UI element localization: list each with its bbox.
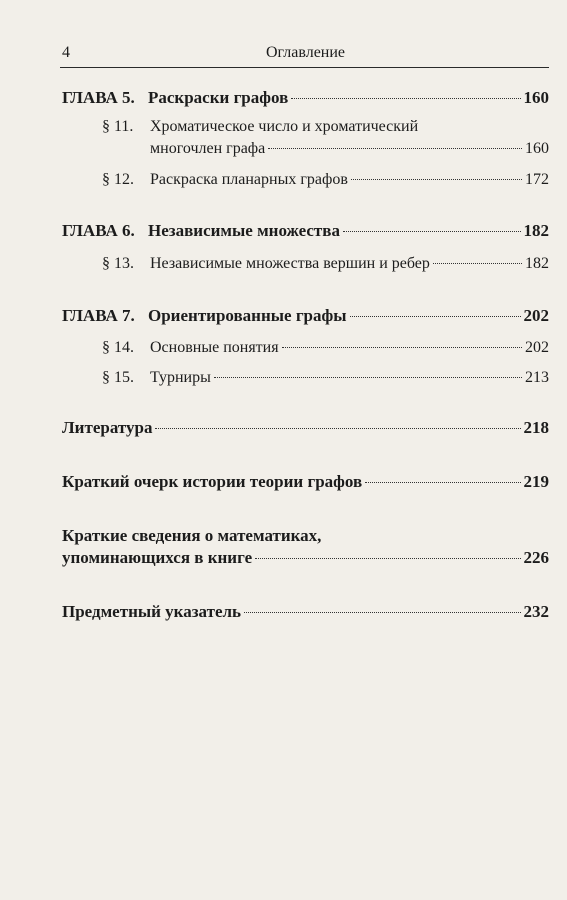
chapter-number: ГЛАВА 5.: [62, 88, 135, 107]
page-ref: 219: [523, 472, 549, 491]
section-title: Независимые множества вершин и ребер: [150, 255, 430, 272]
section-number: § 11.: [102, 118, 134, 135]
toc-section-13[interactable]: [62, 254, 549, 274]
page-ref: 172: [525, 171, 549, 188]
entry-title: Предметный указатель: [62, 602, 242, 621]
chapter-number: ГЛАВА 6.: [62, 221, 135, 240]
section-title: Турниры: [150, 369, 211, 386]
section-title-line2: многочлен графа: [150, 140, 266, 157]
page-title: Оглавление: [265, 44, 346, 61]
entry-title: Краткий очерк истории теории графов: [62, 472, 363, 491]
toc-chapter-7[interactable]: [62, 306, 549, 326]
toc-literature[interactable]: [62, 418, 549, 438]
chapter-title: Ориентированные графы: [148, 306, 347, 325]
leader-dots: [291, 98, 520, 99]
toc-section-14[interactable]: [62, 338, 549, 358]
page-ref: 213: [525, 369, 549, 386]
toc-mathematicians[interactable]: [62, 525, 549, 569]
section-number: § 12.: [102, 171, 134, 188]
chapter-number: ГЛАВА 7.: [62, 306, 135, 325]
section-number: § 14.: [102, 339, 134, 356]
page-ref: 232: [523, 602, 549, 621]
page-number: 4: [62, 44, 70, 61]
page-ref: 160: [523, 88, 549, 107]
leader-dots: [343, 231, 521, 232]
entry-title-line2: упоминающихся в книге: [62, 548, 253, 567]
header-rule: [60, 67, 549, 68]
leader-dots: [155, 428, 520, 429]
toc-section-12[interactable]: [62, 170, 549, 190]
page-ref: 226: [523, 548, 549, 567]
toc-subject-index[interactable]: [62, 602, 549, 622]
section-number: § 15.: [102, 369, 134, 386]
page-ref: 160: [525, 140, 549, 157]
section-title: Раскраска планарных графов: [150, 171, 348, 188]
page-ref: 182: [523, 221, 549, 240]
leader-dots: [350, 316, 521, 317]
section-title-line1: Хроматическое число и хроматический: [150, 118, 419, 135]
entry-title-line1: Краткие сведения о математиках,: [62, 526, 322, 545]
leader-dots: [365, 482, 520, 483]
leader-dots: [255, 558, 520, 559]
entry-title: Литература: [62, 418, 153, 437]
section-title: Основные понятия: [150, 339, 279, 356]
toc-chapter-5[interactable]: [62, 88, 549, 108]
leader-dots: [433, 263, 522, 264]
toc-history[interactable]: [62, 472, 549, 492]
leader-dots: [268, 148, 522, 149]
page-ref: 202: [525, 339, 549, 356]
chapter-title: Независимые множества: [148, 221, 340, 240]
leader-dots: [214, 377, 522, 378]
page-header: [62, 44, 549, 66]
page-ref: 218: [523, 418, 549, 437]
toc-section-15[interactable]: [62, 368, 549, 388]
leader-dots: [351, 179, 522, 180]
leader-dots: [244, 612, 520, 613]
section-number: § 13.: [102, 255, 134, 272]
toc-section-11[interactable]: [62, 116, 549, 160]
leader-dots: [282, 347, 522, 348]
chapter-title: Раскраски графов: [148, 88, 289, 107]
page-ref: 182: [525, 255, 549, 272]
page-ref: 202: [523, 306, 549, 325]
toc-chapter-6[interactable]: [62, 221, 549, 241]
